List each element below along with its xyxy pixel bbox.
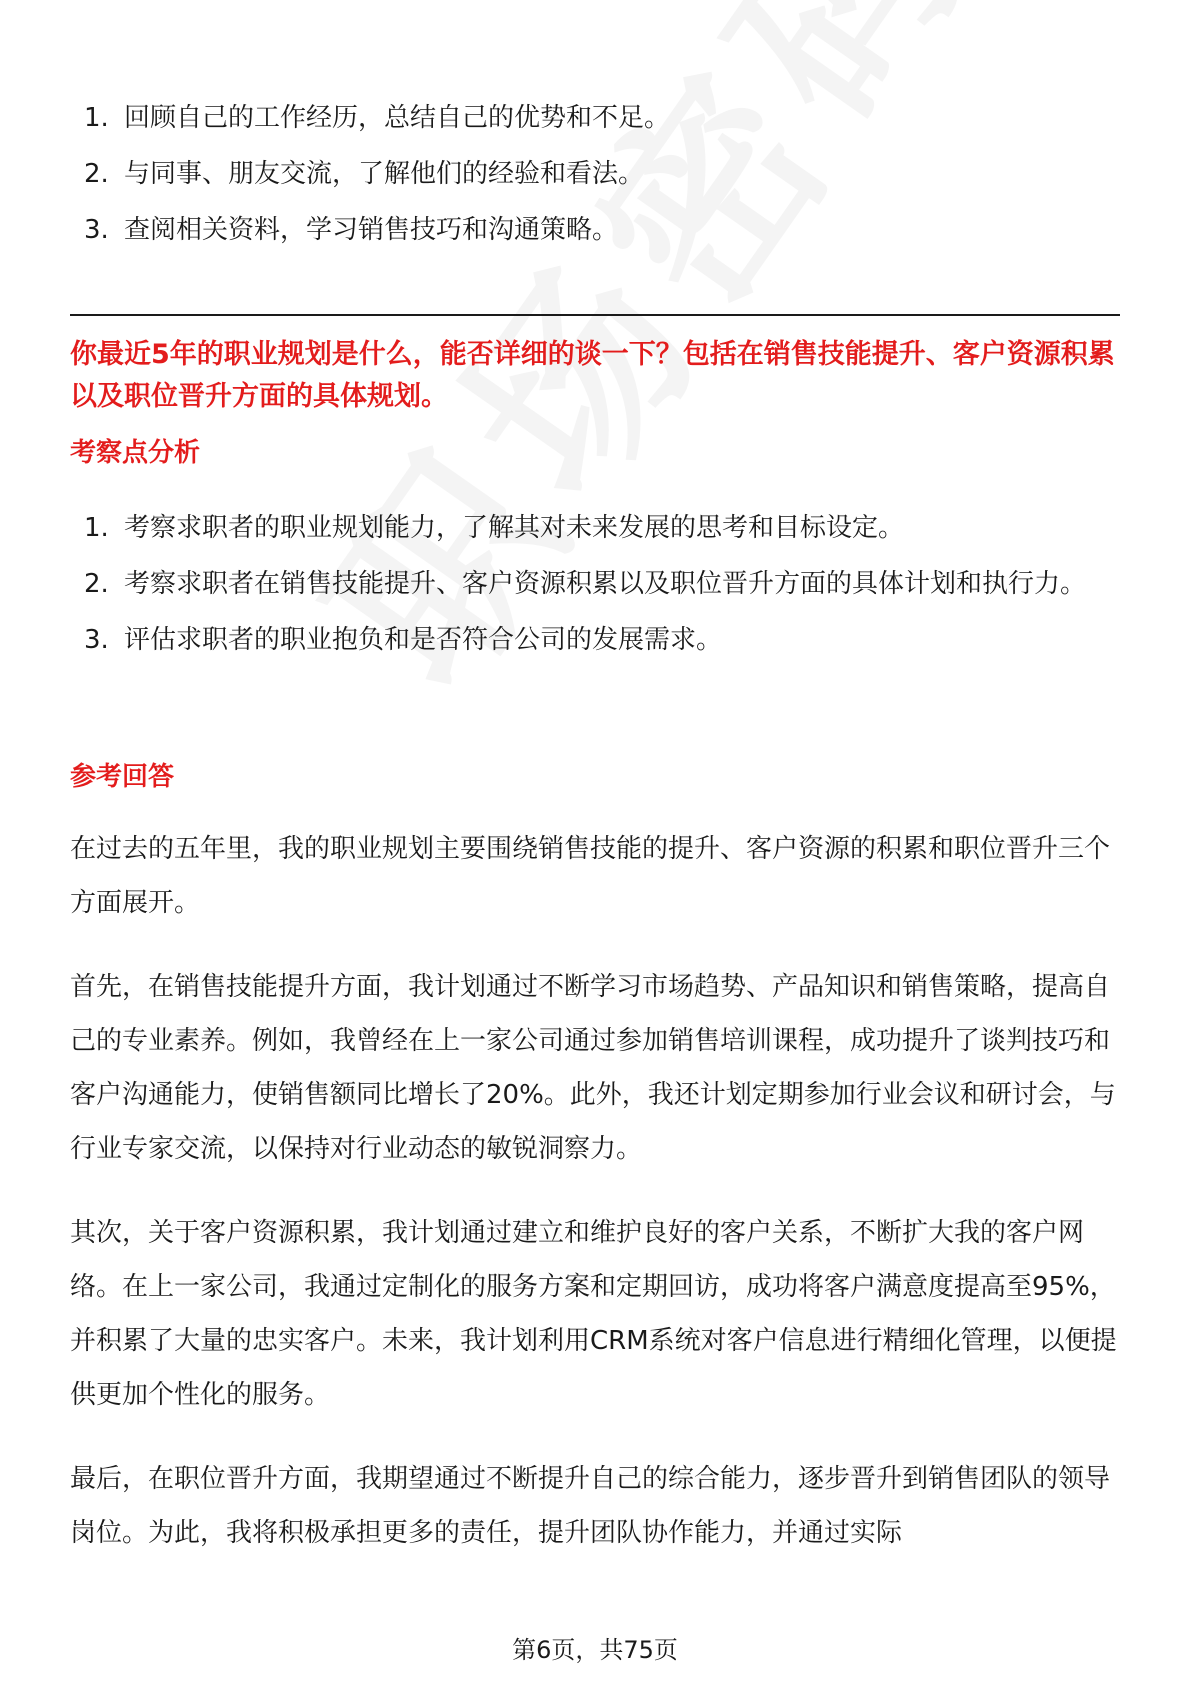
- list-item: [70, 612, 1120, 668]
- page-footer: 第6页，共75页: [512, 1636, 678, 1664]
- list-text: 与同事、朋友交流，了解他们的经验和看法。: [124, 159, 645, 189]
- answer-body: [70, 822, 1120, 1590]
- list-number: 1.: [84, 103, 109, 133]
- interview-question: 你最近5年的职业规划是什么，能否详细的谈一下？包括在销售技能提升、客户资源积累以及职位晋升方面的具体规划。: [70, 339, 1115, 412]
- list-item: [70, 202, 1120, 258]
- list-item: [70, 556, 1120, 612]
- answer-paragraph: 最后，在职位晋升方面，我期望通过不断提升自己的综合能力，逐步晋升到销售团队的领导岗位。为此，我将积极承担更多的责任，提升团队协作能力，并通过实际: [70, 1464, 1111, 1548]
- list-number: 2.: [84, 569, 109, 599]
- list-text: 考察求职者的职业规划能力，了解其对未来发展的思考和目标设定。: [124, 513, 905, 543]
- answer-paragraph: 首先，在销售技能提升方面，我计划通过不断学习市场趋势、产品知识和销售策略，提高自己的专业素养。例如，我曾经在上一家公司通过参加销售培训课程，成功提升了谈判技巧和客户沟通能力，使销售额同比增长了20%。此外，我还计划定期参加行业会议和研讨会，与行业专家交流，以保持对行业动态的敏锐洞察力。: [70, 972, 1116, 1164]
- list-number: 3.: [84, 215, 109, 245]
- list-item: [70, 90, 1120, 146]
- list-number: 1.: [84, 513, 109, 543]
- analysis-list: [70, 500, 1120, 668]
- answer-paragraph: 其次，关于客户资源积累，我计划通过建立和维护良好的客户关系，不断扩大我的客户网络。在上一家公司，我通过定制化的服务方案和定期回访，成功将客户满意度提高至95%，并积累了大量的忠实客户。未来，我计划利用CRM系统对客户信息进行精细化管理，以便提供更加个性化的服务。: [70, 1218, 1117, 1410]
- analysis-heading: 考察点分析: [70, 438, 201, 468]
- answer-heading: 参考回答: [70, 762, 175, 792]
- list-text: 评估求职者的职业抱负和是否符合公司的发展需求。: [124, 625, 723, 655]
- list-text: 考察求职者在销售技能提升、客户资源积累以及职位晋升方面的具体计划和执行力。: [124, 569, 1087, 599]
- top-numbered-list: [70, 90, 1120, 258]
- answer-paragraph: 在过去的五年里，我的职业规划主要围绕销售技能的提升、客户资源的积累和职位晋升三个方面展开。: [70, 834, 1111, 918]
- list-number: 3.: [84, 625, 109, 655]
- section-divider: [70, 314, 1120, 316]
- list-item: [70, 500, 1120, 556]
- list-item: [70, 146, 1120, 202]
- document-page: [70, 0, 1120, 1684]
- list-text: 回顾自己的工作经历，总结自己的优势和不足。: [124, 103, 671, 133]
- list-number: 2.: [84, 159, 109, 189]
- list-text: 查阅相关资料，学习销售技巧和沟通策略。: [124, 215, 619, 245]
